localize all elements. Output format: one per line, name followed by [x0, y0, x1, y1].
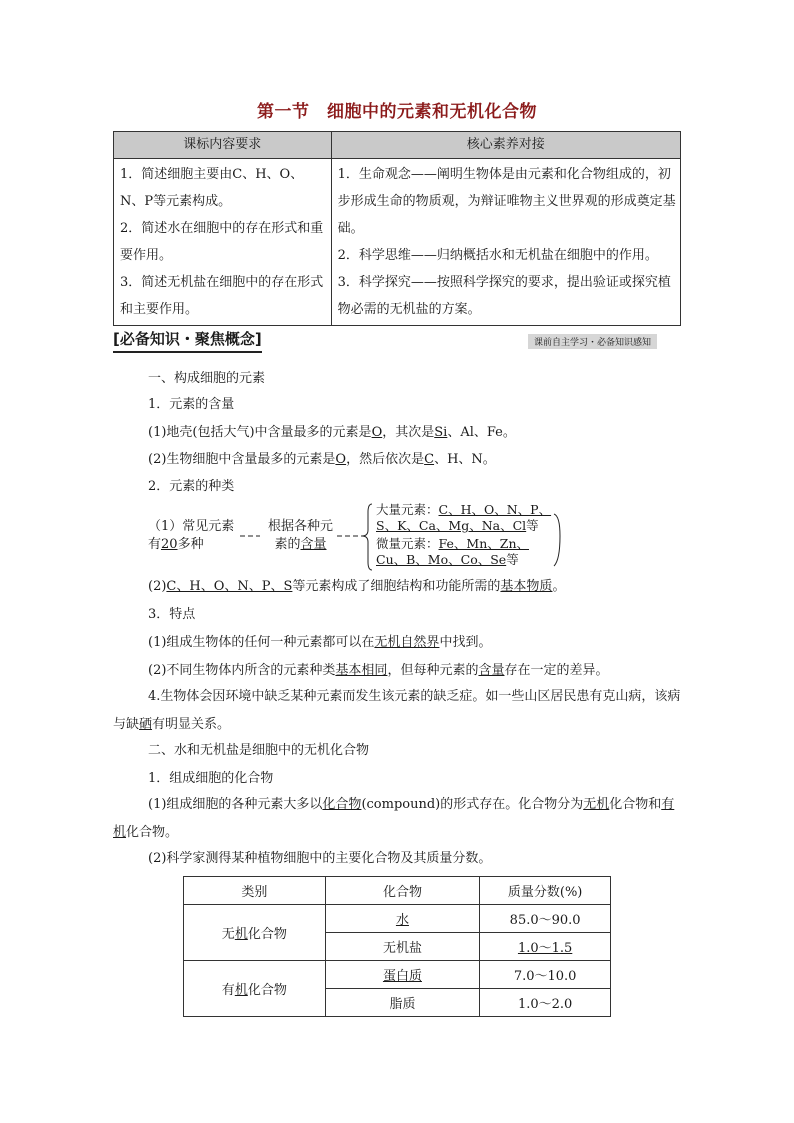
compound-name: 蛋白质 — [325, 961, 480, 989]
cell-elements-line: (2)生物细胞中含量最多的元素是O，然后依次是C、H、N。 — [148, 452, 496, 467]
compound-value: 7.0～10.0 — [480, 961, 611, 989]
micro-elements: 微量元素：Fe、Mn、Zn、 Cu、B、Mo、Co、Se等 — [376, 536, 529, 567]
basic-substance-line: (2)C、H、O、N、P、S等元素构成了细胞结构和功能所需的基本物质。 — [148, 579, 566, 594]
standard-item: 1．简述细胞主要由C、H、O、N、P等元素构成。 — [120, 167, 304, 209]
competencies-cell — [331, 159, 680, 326]
standard-item: 2．简述水在细胞中的存在形式和重要作用。 — [120, 221, 324, 263]
subheading-features: 3．特点 — [148, 607, 196, 622]
competency-item: 2．科学思维——归纳概括水和无机盐在细胞中的作用。 — [337, 248, 658, 263]
compound-value: 1.0～2.0 — [480, 989, 611, 1017]
header-competencies: 核心素养对接 — [331, 132, 680, 159]
diagram-mid-label: 根据各种元 素的含量 — [268, 519, 334, 552]
subheading-compounds: 1．组成细胞的化合物 — [148, 771, 274, 786]
subheading-types: 2．元素的种类 — [148, 479, 235, 494]
heading-elements: 一、构成细胞的元素 — [148, 371, 266, 386]
deficiency-paragraph: 4.生物体会因环境中缺乏某种元素而发生该元素的缺乏症。如一些山区居民患有克山病，该病与缺硒有明显关系。 — [113, 689, 681, 732]
compound-name: 无机盐 — [325, 933, 480, 961]
diagram-left-label: （1）常见元素 有20多种 — [148, 519, 235, 552]
compound-name: 水 — [325, 905, 480, 933]
header-compound: 化合物 — [325, 877, 480, 905]
header-category: 类别 — [184, 877, 326, 905]
competency-item: 1．生命观念——阐明生物体是由元素和化合物组成的，初步形成生命的物质观，为辩证唯物主义世界观的形成奠定基础。 — [337, 167, 676, 236]
section-header — [113, 328, 681, 352]
compound-name: 脂质 — [325, 989, 480, 1017]
compound-table — [183, 876, 611, 1017]
compound-value: 1.0～1.5 — [480, 933, 611, 961]
heading-compounds: 二、水和无机盐是细胞中的无机化合物 — [148, 743, 370, 758]
subheading-content: 1．元素的含量 — [148, 397, 235, 412]
crust-elements-line: (1)地壳(包括大气)中含量最多的元素是O，其次是Si、Al、Fe。 — [148, 425, 516, 440]
standards-cell — [114, 159, 332, 326]
macro-elements: 大量元素：C、H、O、N、P、 S、K、Ca、Mg、Na、Cl等 — [376, 502, 552, 533]
section-tag: 课前自主学习・必备知识感知 — [528, 334, 657, 349]
compound-value: 85.0～90.0 — [480, 905, 611, 933]
competency-item: 3．科学探究——按照科学探究的要求，提出验证或探究植物必需的无机盐的方案。 — [337, 275, 671, 317]
feature-line-2: (2)不同生物体内所含的元素种类基本相同，但每种元素的含量存在一定的差异。 — [148, 663, 609, 678]
element-classification-diagram — [140, 500, 580, 572]
section-label: [必备知识・聚焦概念] — [113, 328, 262, 353]
standards-table — [113, 131, 681, 326]
page-title: 第一节 细胞中的元素和无机化合物 — [257, 102, 537, 122]
measurement-line: (2)科学家测得某种植物细胞中的主要化合物及其质量分数。 — [148, 851, 492, 866]
compound-paragraph: (1)组成细胞的各种元素大多以化合物(compound)的形式存在。化合物分为无机化合物和有机化合物。 — [113, 797, 675, 840]
standard-item: 3．简述无机盐在细胞中的存在形式和主要作用。 — [120, 275, 324, 317]
feature-line-1: (1)组成生物体的任何一种元素都可以在无机自然界中找到。 — [148, 635, 492, 650]
category-inorganic: 无机化合物 — [184, 905, 326, 961]
header-standards: 课标内容要求 — [114, 132, 332, 159]
category-organic: 有机化合物 — [184, 961, 326, 1017]
header-mass-fraction: 质量分数(%) — [480, 877, 611, 905]
